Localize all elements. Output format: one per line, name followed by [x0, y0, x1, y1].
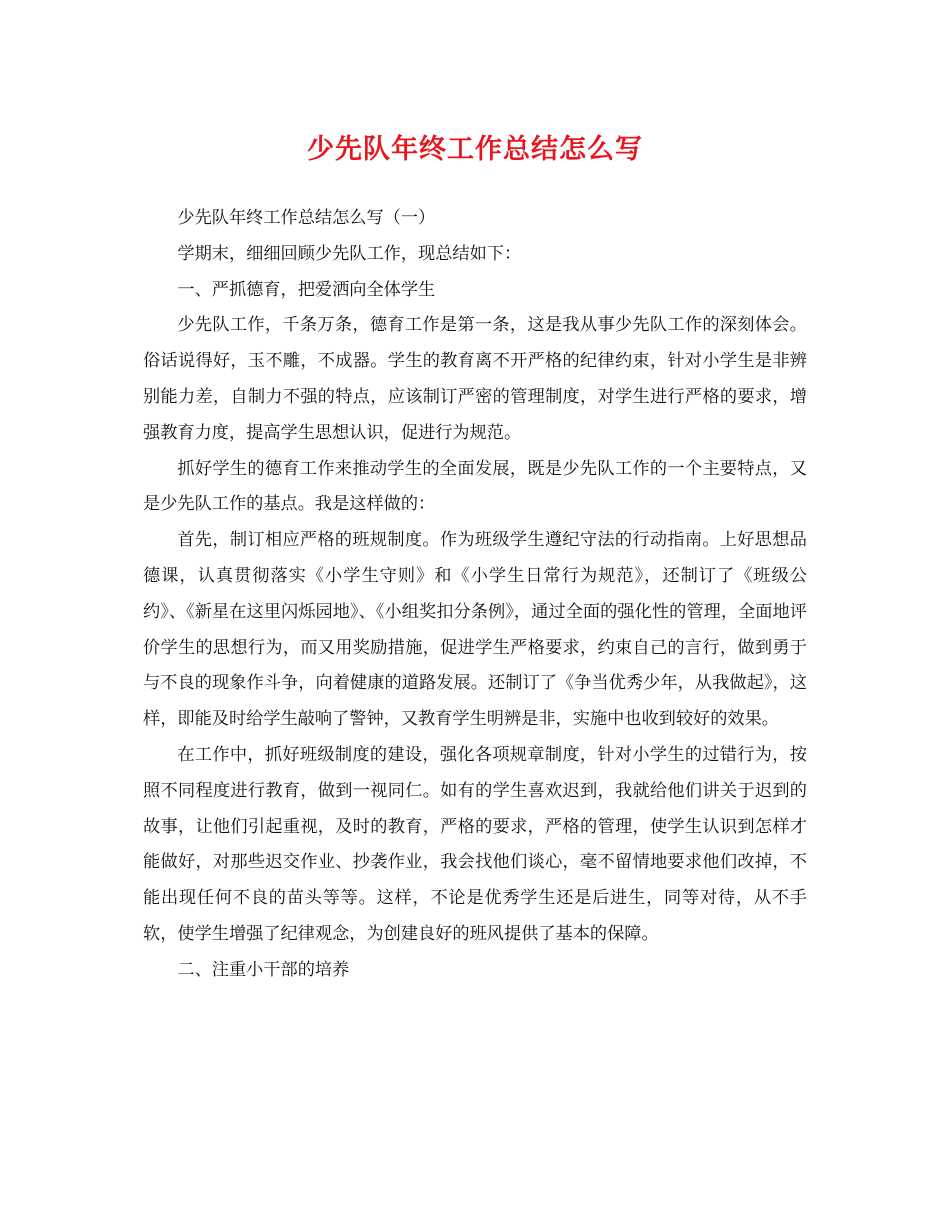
section-heading-2: 二、注重小干部的培养 — [177, 959, 350, 980]
section-heading-1: 一、严抓德育，把爱洒向全体学生 — [177, 279, 436, 300]
document-title: 少先队年终工作总结怎么写 — [307, 134, 643, 165]
document-body — [143, 201, 807, 989]
paragraph: 在工作中，抓好班级制度的建设，强化各项规章制度，针对小学生的过错行为，按照不同程度进行教育，做到一视同仁。如有的学生喜欢迟到，我就给他们讲关于迟到的故事，让他们引起重视，及时的教育，严格的要求，严格的管理，使学生认识到怎样才能做好，对那些迟交作业、抄袭作业，我会找他们谈心，毫不留情地要求他们改掉，不能出现任何不良的苗头等等。这样，不论是优秀学生还是后进生，同等对待，从不手软，使学生增强了纪律观念，为创建良好的班风提供了基本的保障。 — [143, 744, 807, 944]
paragraph-intro: 学期末，细细回顾少先队工作，现总结如下： — [177, 243, 522, 264]
paragraph: 少先队工作，千条万条，德育工作是第一条，这是我从事少先队工作的深刻体会。俗话说得好，玉不雕，不成器。学生的教育离不开严格的纪律约束，针对小学生是非辨别能力差，自制力不强的特点，应该制订严密的管理制度，对学生进行严格的要求，增强教育力度，提高学生思想认识，促进行为规范。 — [143, 315, 807, 443]
paragraph: 首先，制订相应严格的班规制度。作为班级学生遵纪守法的行动指南。上好思想品德课，认真贯彻落实《小学生守则》和《小学生日常行为规范》，还制订了《班级公约》、《新星在这里闪烁园地》、《小组奖扣分条例》，通过全面的强化性的管理，全面地评价学生的思想行为，而又用奖励措施，促进学生严格要求，约束自己的言行，做到勇于与不良的现象作斗争，向着健康的道路发展。还制订了《争当优秀少年，从我做起》，这样，即能及时给学生敲响了警钟，又教育学生明辨是非，实施中也收到较好的效果。 — [143, 530, 807, 730]
paragraph: 抓好学生的德育工作来推动学生的全面发展，既是少先队工作的一个主要特点，又是少先队工作的基点。我是这样做的： — [143, 458, 807, 515]
paragraph-subtitle: 少先队年终工作总结怎么写（一） — [177, 208, 436, 228]
